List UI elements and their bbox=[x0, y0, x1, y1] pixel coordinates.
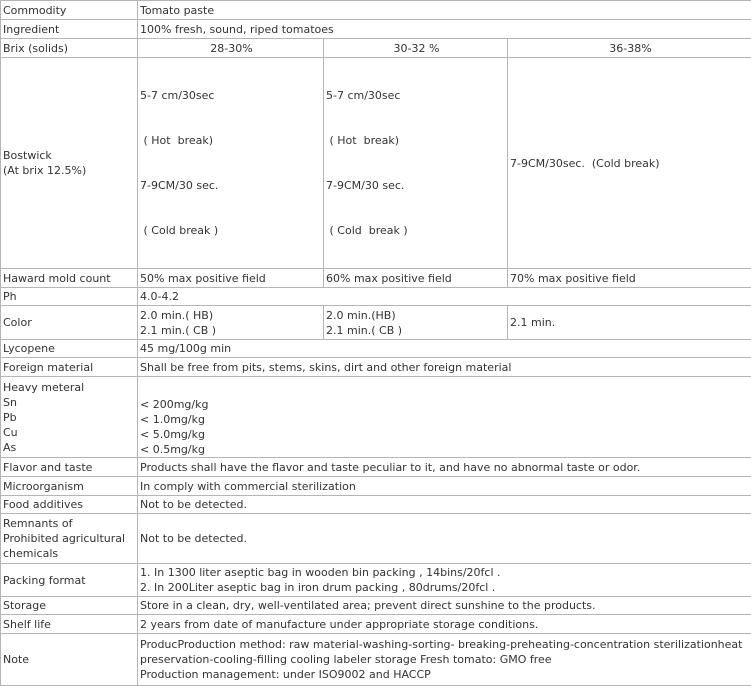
row-heavy-metal bbox=[1, 377, 751, 458]
heavy-label bbox=[1, 377, 138, 458]
heavy-label-line: Sn bbox=[3, 395, 137, 410]
bostwick-value-3: 7-9CM/30sec. (Cold break) bbox=[508, 58, 751, 269]
row-shelf-life bbox=[1, 615, 751, 634]
color-line: 2.0 min.(HB) bbox=[326, 308, 507, 323]
color-label: Color bbox=[1, 306, 138, 340]
row-ph bbox=[1, 288, 751, 306]
row-haward bbox=[1, 269, 751, 288]
haward-value-2: 60% max positive field bbox=[324, 269, 508, 288]
micro-value: In comply with commercial sterilization bbox=[138, 477, 751, 496]
row-note bbox=[1, 634, 751, 686]
note-label: Note bbox=[1, 634, 138, 686]
brix-value-3: 36-38% bbox=[508, 39, 751, 58]
lycopene-label: Lycopene bbox=[1, 340, 138, 358]
bostwick-label-line: Bostwick bbox=[3, 148, 137, 163]
additives-value: Not to be detected. bbox=[138, 496, 751, 514]
bostwick-line: 7-9CM/30 sec. bbox=[326, 178, 507, 193]
brix-value-1: 28-30% bbox=[138, 39, 324, 58]
packing-line: 1. In 1300 liter aseptic bag in wooden bin packing , 14bins/20fcl . bbox=[140, 565, 751, 580]
row-food-additives bbox=[1, 496, 751, 514]
row-remnants bbox=[1, 514, 751, 564]
row-commodity bbox=[1, 1, 751, 20]
flavor-label: Flavor and taste bbox=[1, 458, 138, 477]
row-lycopene bbox=[1, 340, 751, 358]
shelf-label: Shelf life bbox=[1, 615, 138, 634]
heavy-label-line: Cu bbox=[3, 425, 137, 440]
heavy-line: < 5.0mg/kg bbox=[140, 427, 751, 442]
packing-value bbox=[138, 564, 751, 597]
color-value-2 bbox=[324, 306, 508, 340]
heavy-line: < 0.5mg/kg bbox=[140, 442, 751, 457]
row-color bbox=[1, 306, 751, 340]
remnants-label bbox=[1, 514, 138, 564]
commodity-value: Tomato paste bbox=[138, 1, 751, 20]
haward-value-3: 70% max positive field bbox=[508, 269, 751, 288]
remnants-label-line: chemicals bbox=[3, 546, 137, 561]
storage-label: Storage bbox=[1, 597, 138, 615]
row-flavor bbox=[1, 458, 751, 477]
heavy-line: < 1.0mg/kg bbox=[140, 412, 751, 427]
bostwick-line: 5-7 cm/30sec bbox=[140, 88, 323, 103]
bostwick-line: ( Cold break ) bbox=[140, 223, 323, 238]
commodity-label: Commodity bbox=[1, 1, 138, 20]
row-microorganism bbox=[1, 477, 751, 496]
bostwick-line: ( Hot break) bbox=[140, 133, 323, 148]
color-value-1 bbox=[138, 306, 324, 340]
micro-label: Microorganism bbox=[1, 477, 138, 496]
bostwick-value-1 bbox=[138, 58, 324, 269]
heavy-label-line: Pb bbox=[3, 410, 137, 425]
row-foreign-material bbox=[1, 358, 751, 377]
color-line: 2.0 min.( HB) bbox=[140, 308, 323, 323]
note-line: Production management: under ISO9002 and HACCP bbox=[140, 667, 751, 682]
heavy-line: < 200mg/kg bbox=[140, 397, 751, 412]
color-line: 2.1 min.( CB ) bbox=[140, 323, 323, 338]
remnants-label-line: Remnants of bbox=[3, 516, 137, 531]
ingredient-value: 100% fresh, sound, riped tomatoes bbox=[138, 20, 751, 39]
row-ingredient bbox=[1, 20, 751, 39]
heavy-label-line: Heavy meteral bbox=[3, 380, 137, 395]
foreign-value: Shall be free from pits, stems, skins, dirt and other foreign material bbox=[138, 358, 751, 377]
note-value bbox=[138, 634, 751, 686]
packing-line: 2. In 200Liter aseptic bag in iron drum packing , 80drums/20fcl . bbox=[140, 580, 751, 595]
haward-value-1: 50% max positive field bbox=[138, 269, 324, 288]
lycopene-value: 45 mg/100g min bbox=[138, 340, 751, 358]
heavy-label-line: As bbox=[3, 440, 137, 455]
brix-value-2: 30-32 % bbox=[324, 39, 508, 58]
bostwick-line: ( Cold break ) bbox=[326, 223, 507, 238]
storage-value: Store in a clean, dry, well-ventilated area; prevent direct sunshine to the products. bbox=[138, 597, 751, 615]
flavor-value: Products shall have the flavor and taste peculiar to it, and have no abnormal taste or odor. bbox=[138, 458, 751, 477]
row-brix bbox=[1, 39, 751, 58]
ingredient-label: Ingredient bbox=[1, 20, 138, 39]
brix-label: Brix (solids) bbox=[1, 39, 138, 58]
color-value-3: 2.1 min. bbox=[508, 306, 751, 340]
additives-label: Food additives bbox=[1, 496, 138, 514]
note-line: preservation-cooling-filling cooling labeler storage Fresh tomato: GMO free bbox=[140, 652, 751, 667]
bostwick-line: 7-9CM/30 sec. bbox=[140, 178, 323, 193]
bostwick-value-2 bbox=[324, 58, 508, 269]
haward-label: Haward mold count bbox=[1, 269, 138, 288]
foreign-label: Foreign material bbox=[1, 358, 138, 377]
row-bostwick bbox=[1, 58, 751, 269]
note-line: ProducProduction method: raw material-washing-sorting- breaking-preheating-concentration sterilizationheat bbox=[140, 637, 751, 652]
packing-label: Packing format bbox=[1, 564, 138, 597]
bostwick-line: 5-7 cm/30sec bbox=[326, 88, 507, 103]
bostwick-label-line: (At brix 12.5%) bbox=[3, 163, 137, 178]
shelf-value: 2 years from date of manufacture under appropriate storage conditions. bbox=[138, 615, 751, 634]
remnants-value: Not to be detected. bbox=[138, 514, 751, 564]
ph-label: Ph bbox=[1, 288, 138, 306]
heavy-value bbox=[138, 377, 751, 458]
bostwick-label bbox=[1, 58, 138, 269]
bostwick-line: ( Hot break) bbox=[326, 133, 507, 148]
row-packing bbox=[1, 564, 751, 597]
color-line: 2.1 min.( CB ) bbox=[326, 323, 507, 338]
remnants-label-line: Prohibited agricultural bbox=[3, 531, 137, 546]
ph-value: 4.0-4.2 bbox=[138, 288, 751, 306]
row-storage bbox=[1, 597, 751, 615]
